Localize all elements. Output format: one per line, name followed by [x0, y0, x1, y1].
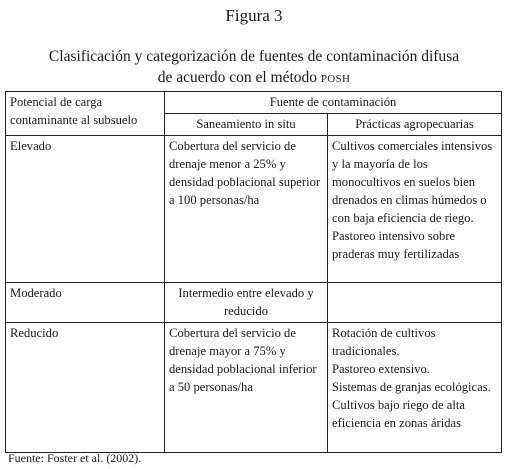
figure-label: Figura 3: [225, 6, 283, 25]
header-potencial: Potencial de carga contaminante al subsuelo: [6, 92, 165, 136]
source-note: Fuente: Foster et al. (2002).: [8, 451, 142, 465]
table-row: [6, 283, 502, 323]
cell-level: Elevado: [6, 136, 165, 283]
caption-line-2-prefix: de acuerdo con el método: [157, 69, 321, 86]
agro-item: Cultivos bajo riego de alta eficiencia en zonas áridas: [332, 398, 465, 430]
agro-item: Pastoreo intensivo sobre praderas muy fertilizadas: [332, 229, 460, 261]
agro-item: Cultivos comerciales intensivos y la mayoría de los monocultivos en suelos bien drenados en climas húmedos o con baja eficiencia de riego.: [332, 139, 493, 225]
cell-level: Reducido: [6, 323, 165, 453]
caption-method: posh: [320, 69, 351, 86]
caption-line-1: Clasificación y categorización de fuentes de contaminación difusa: [48, 48, 460, 65]
table-row: [6, 323, 502, 453]
table-header-row: [6, 92, 502, 114]
table-row: [6, 136, 502, 283]
cell-saneamiento: Intermedio entre elevado y reducido: [165, 283, 328, 323]
cell-saneamiento: Cobertura del servicio de drenaje menor a 25% y densidad poblacional superior a 100 personas/ha: [165, 136, 328, 283]
cell-agropecuarias: [328, 136, 502, 283]
agro-item: Sistemas de granjas ecológicas.: [332, 380, 491, 394]
agro-item: Rotación de cultivos tradicionales.: [332, 326, 436, 358]
cell-level: Moderado: [6, 283, 165, 323]
cell-saneamiento: Cobertura del servicio de drenaje mayor a 75% y densidad poblacional inferior a 50 personas/ha: [165, 323, 328, 453]
cell-agropecuarias: [328, 323, 502, 453]
header-agropecuarias: Prácticas agropecuarias: [328, 114, 502, 136]
caption-line-2: [0, 67, 508, 88]
header-fuente: Fuente de contaminación: [165, 92, 502, 114]
header-saneamiento: Saneamiento in situ: [165, 114, 328, 136]
figure-caption: [0, 46, 508, 88]
classification-table: [5, 91, 502, 453]
cell-agropecuarias: [328, 283, 502, 323]
agro-item: Pastoreo extensivo.: [332, 362, 430, 376]
